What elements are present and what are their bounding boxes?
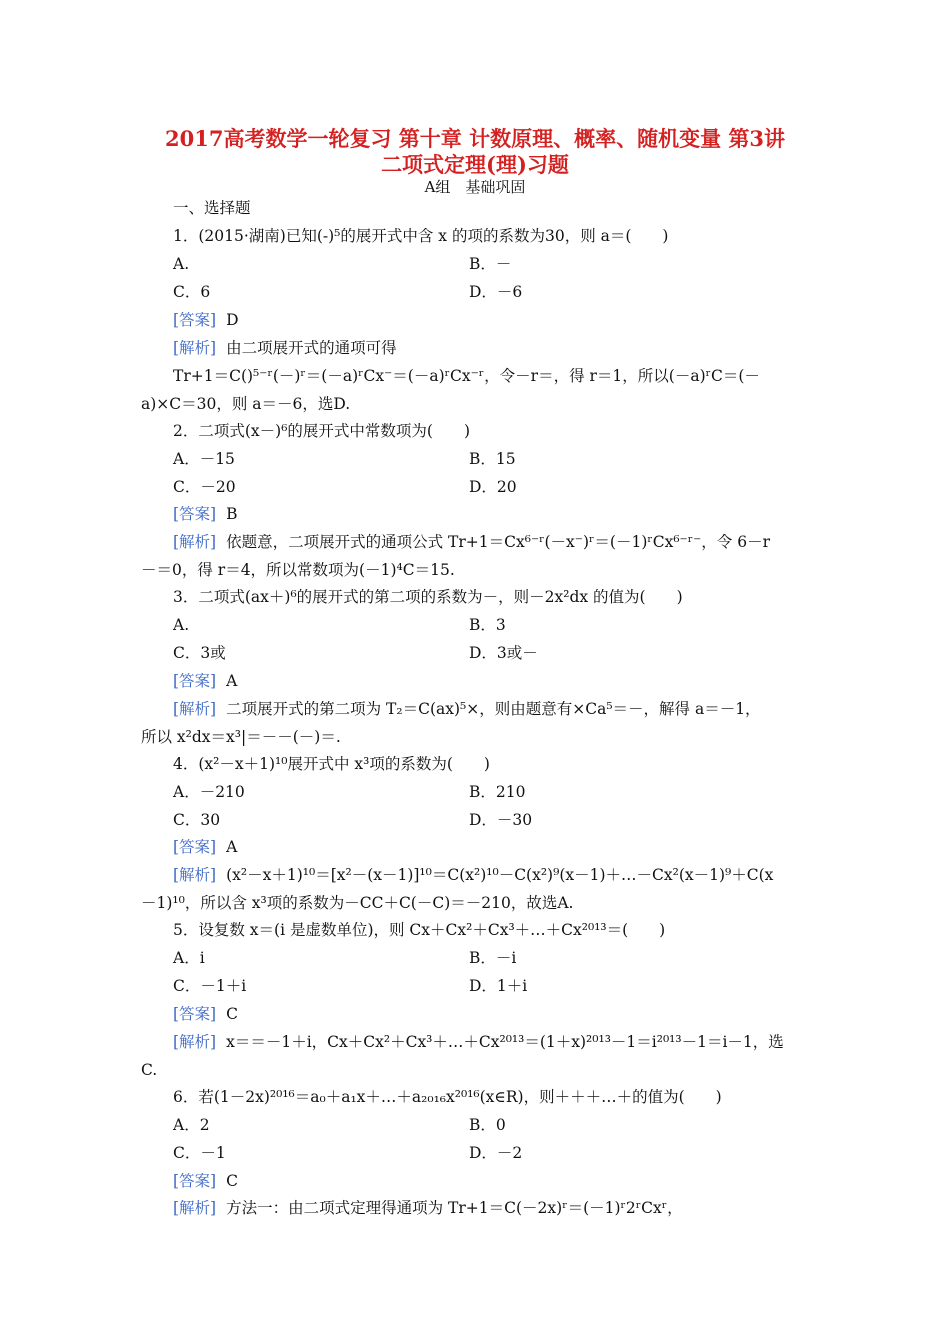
document-title-line1: 2017高考数学一轮复习 第十章 计数原理、概率、随机变量 第3讲 <box>165 126 785 151</box>
answer-tag: [答案] <box>173 838 217 856</box>
section-heading: 一、选择题 <box>173 199 251 217</box>
analysis-row <box>173 865 773 885</box>
analysis-text: (x²－x＋1)¹⁰＝[x²－(x－1)]¹⁰＝C(x²)¹⁰－C(x²)⁹(x－1)＋…－Cx²(x－1)⁹＋C(x <box>226 866 774 884</box>
analysis-text: 二项展开式的第二项为 T₂＝C(ax)⁵×，则由题意有×Ca⁵＝－，解得 a＝－1， <box>226 700 761 718</box>
option-d: D．－2 <box>469 1144 523 1162</box>
answer-row <box>173 1004 238 1024</box>
option-c: C．－1 <box>173 1144 226 1162</box>
analysis-text: Tr+1＝C()⁵⁻ʳ(－)ʳ＝(－a)ʳCx⁻＝(－a)ʳCx⁻ʳ，令－r＝，得 r＝1，所以(－a)ʳC＝(－ <box>173 367 760 385</box>
answer-row <box>173 671 237 691</box>
document-title-line2: 二项式定理(理)习题 <box>381 152 569 177</box>
analysis-text: －1)¹⁰，所以含 x³项的系数为－CC＋C(－C)＝－210，故选A. <box>141 894 574 912</box>
answer-value: A <box>226 838 238 856</box>
answer-tag: [答案] <box>173 505 217 523</box>
option-b: B．－ <box>469 255 512 273</box>
answer-value: B <box>226 505 238 523</box>
answer-tag: [答案] <box>173 1005 217 1023</box>
option-c: C．－20 <box>173 478 236 496</box>
analysis-tag: [解析] <box>173 339 217 357</box>
answer-tag: [答案] <box>173 672 217 690</box>
question-stem: 2．二项式(x－)⁶的展开式中常数项为( ) <box>173 422 471 440</box>
option-d: D．20 <box>469 478 517 496</box>
answer-value: C <box>226 1172 238 1190</box>
answer-row <box>173 837 237 857</box>
option-b: B．15 <box>469 450 516 468</box>
analysis-row <box>173 1198 683 1218</box>
option-b: B．3 <box>469 616 506 634</box>
answer-tag: [答案] <box>173 1172 217 1190</box>
answer-value: A <box>226 672 238 690</box>
option-c: C．－1＋i <box>173 977 247 995</box>
option-d: D．3或－ <box>469 644 538 662</box>
option-c: C．6 <box>173 283 211 301</box>
analysis-text: C. <box>141 1061 158 1079</box>
analysis-tag: [解析] <box>173 700 217 718</box>
group-heading: A组 基础巩固 <box>424 178 526 196</box>
analysis-tag: [解析] <box>173 1033 217 1051</box>
option-d: D．1＋i <box>469 977 528 995</box>
option-c: C．3或 <box>173 644 226 662</box>
answer-row <box>173 504 238 524</box>
option-a: A．2 <box>173 1116 210 1134</box>
analysis-text: 由二项展开式的通项可得 <box>226 339 397 357</box>
answer-row <box>173 310 239 330</box>
analysis-row <box>173 1032 784 1052</box>
option-b: B．－i <box>469 949 517 967</box>
option-b: B．210 <box>469 783 526 801</box>
analysis-row <box>173 532 770 552</box>
option-a: A．－15 <box>173 450 235 468</box>
answer-tag: [答案] <box>173 311 217 329</box>
analysis-tag: [解析] <box>173 533 217 551</box>
analysis-text: x＝＝－1＋i，Cx＋Cx²＋Cx³＋…＋Cx²⁰¹³＝(1＋x)²⁰¹³－1＝i²⁰¹³－1＝i－1，选 <box>226 1033 784 1051</box>
answer-value: D <box>226 311 239 329</box>
option-c: C．30 <box>173 811 221 829</box>
option-d: D．－6 <box>469 283 523 301</box>
option-a: A. <box>173 255 190 273</box>
answer-value: C <box>226 1005 238 1023</box>
analysis-tag: [解析] <box>173 1199 217 1217</box>
analysis-tag: [解析] <box>173 866 217 884</box>
option-b: B．0 <box>469 1116 506 1134</box>
option-d: D．－30 <box>469 811 533 829</box>
analysis-row <box>173 699 761 719</box>
option-a: A．－210 <box>173 783 245 801</box>
question-stem: 1．(2015·湖南)已知(-)⁵的展开式中含 x 的项的系数为30，则 a＝( ) <box>173 227 669 245</box>
analysis-row <box>173 338 397 358</box>
question-stem: 5．设复数 x＝(i 是虚数单位)，则 Cx＋Cx²＋Cx³＋…＋Cx²⁰¹³＝( ) <box>173 921 666 939</box>
question-stem: 3．二项式(ax＋)⁶的展开式的第二项的系数为－，则－2x²dx 的值为( ) <box>173 588 683 606</box>
question-stem: 4．(x²－x＋1)¹⁰展开式中 x³项的系数为( ) <box>173 755 490 773</box>
answer-row <box>173 1171 238 1191</box>
option-a: A. <box>173 616 190 634</box>
analysis-text: 方法一：由二项式定理得通项为 Tr+1＝C(－2x)ʳ＝(－1)ʳ2ʳCxʳ， <box>226 1199 683 1217</box>
analysis-text: a)×C＝30，则 a＝－6，选D. <box>141 395 351 413</box>
analysis-text: 依题意，二项展开式的通项公式 Tr+1＝Cx⁶⁻ʳ(－x⁻)ʳ＝(－1)ʳCx⁶⁻ʳ⁻，令 6－r <box>226 533 771 551</box>
analysis-text: －＝0，得 r＝4，所以常数项为(－1)⁴C＝15. <box>141 561 455 579</box>
question-stem: 6．若(1－2x)²⁰¹⁶＝a₀＋a₁x＋…＋a₂₀₁₆x²⁰¹⁶(x∈R)，则＋＋＋…＋的值为( ) <box>173 1088 722 1106</box>
analysis-text: 所以 x²dx＝x³|＝－－(－)＝. <box>141 728 341 746</box>
option-a: A．i <box>173 949 205 967</box>
